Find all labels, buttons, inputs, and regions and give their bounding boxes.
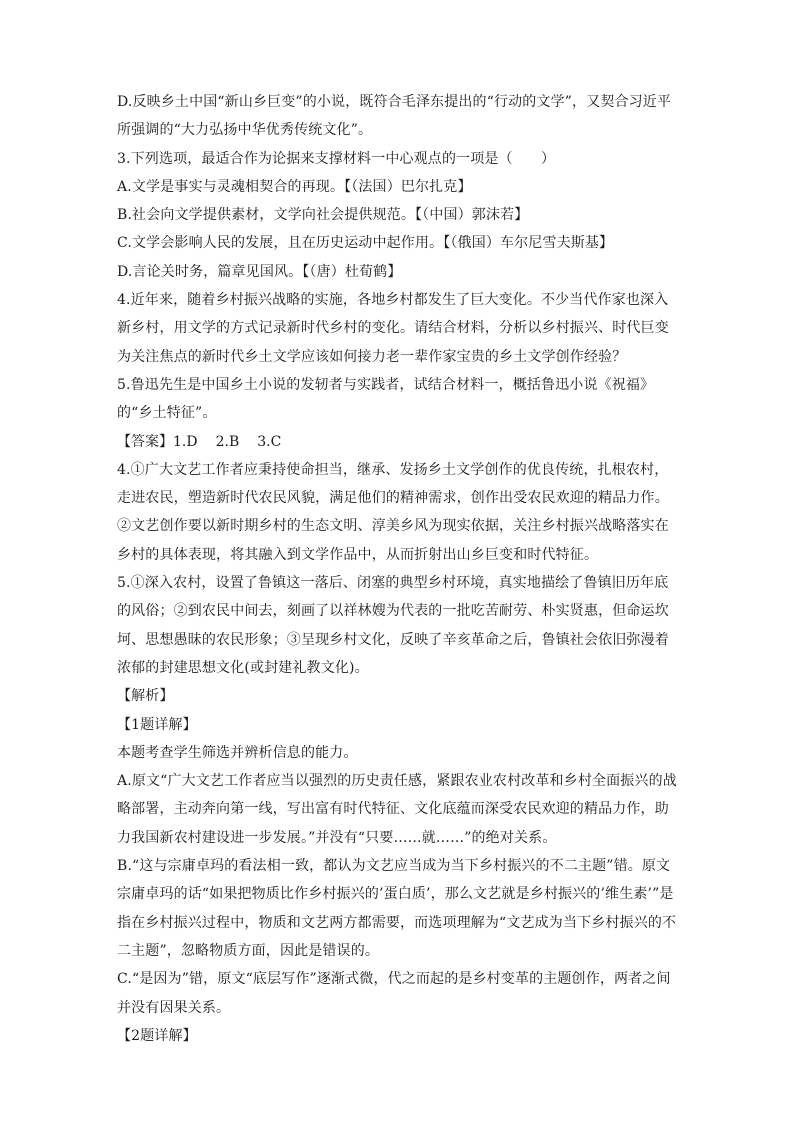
answer-item-1: 1.D bbox=[173, 433, 198, 450]
answer-item-2: 2.B bbox=[215, 433, 240, 450]
question-3-option-a: A.文学是事实与灵魂相契合的再现。【（法国）巴尔扎克】 bbox=[117, 178, 472, 195]
analysis-q1-intro: 本题考查学生筛选并辨析信息的能力。 bbox=[117, 744, 358, 761]
document-page bbox=[117, 88, 677, 1050]
answer-5: 5.①深入农村，设置了鲁镇这一落后、闭塞的典型乡村环境，真实地描绘了鲁镇旧历年底的风俗；②到农民中间去，刻画了以祥林嫂为代表的一批吃苦耐劳、朴实贤惠，但命运坎坷、思想愚昧的农民形象；③呈现乡村文化，反映了辛亥革命之后，鲁镇社会依旧弥漫着浓郁的封建思想文化(或封建礼教文化)。 bbox=[117, 575, 669, 676]
option-d-paragraph: D.反映乡土中国“新山乡巨变”的小说，既符合毛泽东提出的“行动的文学”，又契合习近平所强调的“大力弘扬中华优秀传统文化”。 bbox=[117, 94, 672, 139]
analysis-q1-option-a: A.原文“广大文艺工作者应当以强烈的历史责任感，紧跟农业农村改革和乡村全面振兴的战略部署，主动奔向第一线，写出富有时代特征、文化底蕴而深受农民欢迎的精品力作，助力我国新农村建设进一步发展。”并没有“只要……就……”的绝对关系。 bbox=[117, 773, 677, 846]
question-3-option-b: B.社会向文学提供素材，文学向社会提供规范。【（中国）郭沫若】 bbox=[117, 207, 529, 224]
analysis-q1-label: 【1题详解】 bbox=[117, 716, 197, 733]
analysis-label: 【解析】 bbox=[117, 688, 174, 705]
answer-label: 【答案】 bbox=[117, 433, 173, 450]
analysis-q1-option-c: C.“是因为”错，原文“底层写作”逐渐式微，代之而起的是乡村变革的主题创作，两者之间并没有因果关系。 bbox=[117, 971, 671, 1016]
question-5: 5.鲁迅先生是中国乡土小说的发轫者与实践者，试结合材料一，概括鲁迅小说《祝福》的“乡土特征”。 bbox=[117, 376, 655, 422]
question-3: 3.下列选项，最适合作为论据来支撑材料一中心观点的一项是（ ） bbox=[117, 150, 556, 167]
answer-4: 4.①广大文艺工作者应秉持使命担当，继承、发扬乡土文学创作的优良传统，扎根农村，走进农民，塑造新时代农民风貌，满足他们的精神需求，创作出受农民欢迎的精品力作。②文艺创作要以新时期乡村的生态文明、淳美乡风为现实依据，关注乡村振兴战略落实在乡村的具体表现，将其融入到文学作品中，从而折射出山乡巨变和时代特征。 bbox=[117, 461, 669, 563]
answer-item-3: 3.C bbox=[257, 433, 282, 450]
answer-line bbox=[117, 428, 677, 456]
question-3-option-c: C.文学会影响人民的发展，且在历史运动中起作用。【（俄国）车尔尼雪夫斯基】 bbox=[117, 235, 614, 252]
question-4: 4.近年来，随着乡村振兴战略的实施，各地乡村都发生了巨大变化。不少当代作家也深入新乡村，用文学的方式记录新时代乡村的变化。请结合材料，分析以乡村振兴、时代巨变为关注焦点的新时代乡土文学应该如何接力老一辈作家宝贵的乡土文学创作经验？ bbox=[117, 292, 669, 365]
analysis-q2-label: 【2题详解】 bbox=[117, 1027, 197, 1044]
analysis-q1-option-b: B.“这与宗庸卓玛的看法相一致，都认为文艺应当成为当下乡村振兴的不二主题”错。原文宗庸卓玛的话“如果把物质比作乡村振兴的’蛋白质’，那么文艺就是乡村振兴的’维生素’”是指在乡村振兴过程中，物质和文艺两方都需要，而选项理解为“文艺成为当下乡村振兴的不二主题”，忽略物质方面，因此是错误的。 bbox=[117, 858, 677, 959]
question-3-option-d: D.言论关时务，篇章见国风。【（唐）杜荀鹤】 bbox=[117, 263, 402, 280]
